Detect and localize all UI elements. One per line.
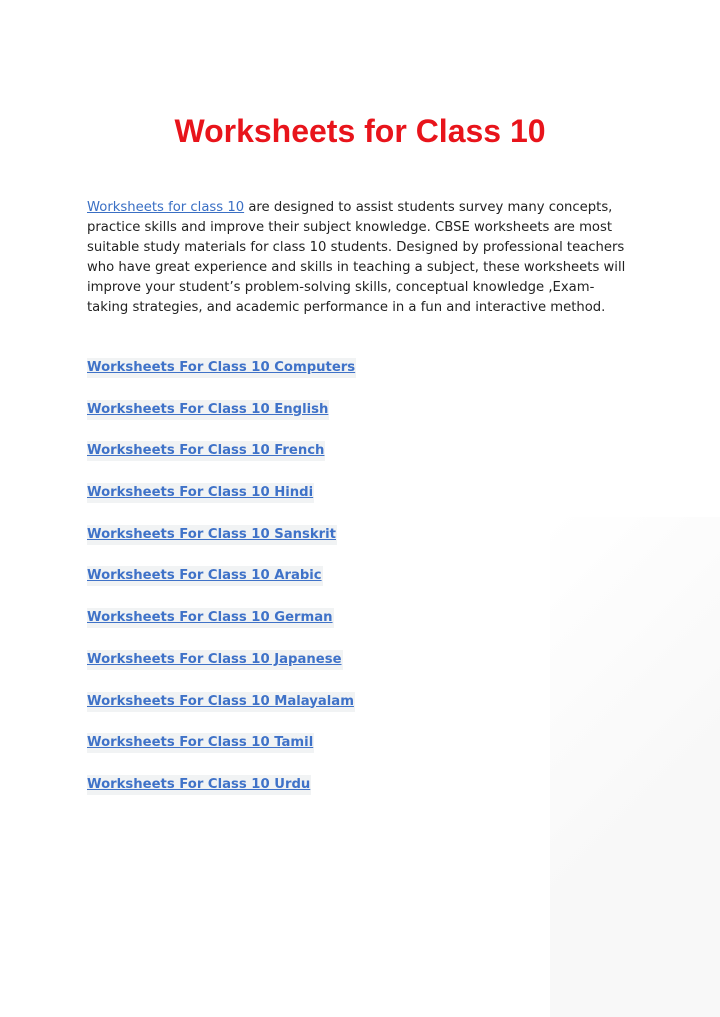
intro-link[interactable]: Worksheets for class 10 (87, 200, 245, 215)
link-urdu[interactable]: Worksheets For Class 10 Urdu (87, 775, 311, 795)
link-sanskrit[interactable]: Worksheets For Class 10 Sanskrit (87, 525, 337, 545)
list-item (87, 650, 356, 692)
list-item (87, 441, 356, 483)
link-arabic[interactable]: Worksheets For Class 10 Arabic (87, 566, 323, 586)
page-title: Worksheets for Class 10 (174, 113, 546, 149)
link-malayalam[interactable]: Worksheets For Class 10 Malayalam (87, 692, 355, 712)
intro-text: are designed to assist students survey many concepts, practice skills and improve their subject knowledge. CBSE worksheets are most suitable study materials for class 10 students. Designed by professional teachers who have great experience and skills in teaching a subject, these worksheets will improve your student’s problem-solving skills, conceptual knowledge ,Exam-taking strategies, and academic performance in a fun and interactive method. (87, 200, 626, 315)
list-item (87, 692, 356, 734)
list-item (87, 775, 356, 817)
list-item (87, 733, 356, 775)
link-german[interactable]: Worksheets For Class 10 German (87, 608, 334, 628)
link-hindi[interactable]: Worksheets For Class 10 Hindi (87, 483, 314, 503)
link-tamil[interactable]: Worksheets For Class 10 Tamil (87, 733, 314, 753)
list-item (87, 525, 356, 567)
worksheet-links-list (87, 358, 356, 817)
list-item (87, 358, 356, 400)
page-corner-shading (550, 517, 720, 1017)
list-item (87, 400, 356, 442)
link-french[interactable]: Worksheets For Class 10 French (87, 441, 325, 461)
link-computers[interactable]: Worksheets For Class 10 Computers (87, 358, 356, 378)
link-japanese[interactable]: Worksheets For Class 10 Japanese (87, 650, 343, 670)
list-item (87, 566, 356, 608)
list-item (87, 608, 356, 650)
list-item (87, 483, 356, 525)
intro-paragraph (87, 198, 635, 318)
link-english[interactable]: Worksheets For Class 10 English (87, 400, 329, 420)
